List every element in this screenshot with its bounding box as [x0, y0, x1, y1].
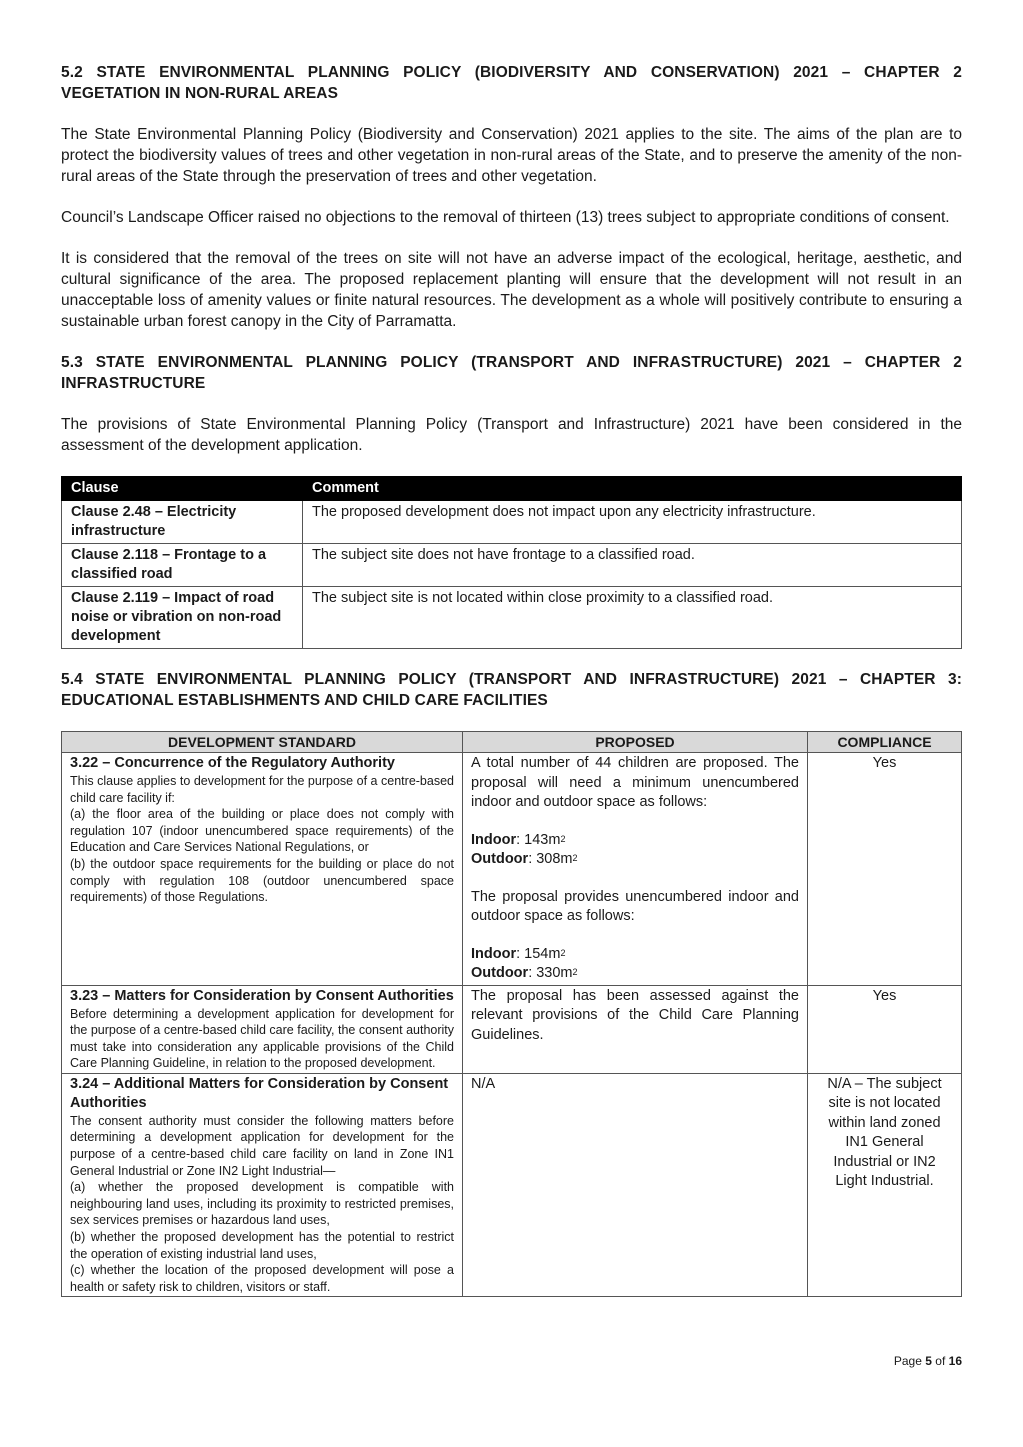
clause-cell: Clause 2.119 – Impact of road noise or vibration on non-road development	[62, 587, 303, 649]
proposed-cell	[463, 753, 808, 986]
standard-item-a: (a) the floor area of the building or place does not comply with regulation 107 (indoor unencumbered space requirements) of the Education and Care Services National Regulations, or	[70, 807, 454, 855]
table-row	[62, 501, 962, 544]
outdoor-provided: Outdoor: $330m^2$	[471, 965, 578, 981]
clause-cell: Clause 2.118 – Frontage to a classified road	[62, 544, 303, 587]
proposed-cell	[463, 985, 808, 1073]
proposed-text: The proposal has been assessed against the relevant provisions of the Child Care Planning Guidelines.	[471, 987, 799, 1043]
standard-item-b: (b) whether the proposed development has the potential to restrict the operation of existing industrial land uses,	[70, 1230, 454, 1261]
table-row	[62, 544, 962, 587]
indoor-provided: Indoor: $154m^2$	[471, 945, 566, 962]
comment-cell: The subject site is not located within close proximity to a classified road.	[303, 587, 962, 649]
proposed-cell	[463, 1073, 808, 1297]
comment-cell: The subject site does not have frontage to a classified road.	[303, 544, 962, 587]
table-row	[62, 753, 962, 986]
standard-cell	[62, 985, 463, 1073]
section-5-4-heading: 5.4 STATE ENVIRONMENTAL PLANNING POLICY (TRANSPORT AND INFRASTRUCTURE) 2021 – CHAPTER 3: EDUCATIONAL ESTABLISHMENTS AND CHILD CARE FACILITIES	[61, 671, 962, 709]
outdoor-required: Outdoor: $308m^2$	[471, 851, 578, 867]
table-row	[62, 587, 962, 649]
standard-cell	[62, 1073, 463, 1297]
section-5-2-paragraph-3: It is considered that the removal of the trees on site will not have an adverse impact of the ecological, heritage, aesthetic, and cultural significance of the area. The proposed replacement planting will ensure that the development will not result in an unacceptable loss of amenity values or finite natural resources. The development as a whole will positively contribute to ensuring a sustainable urban forest canopy in the City of Parramatta.	[61, 250, 962, 330]
standard-text: The consent authority must consider the following matters before determining a development application for development for the purpose of a centre-based child care facility on land in Zone IN1 General Industrial or Zone IN2 Light Industrial—	[70, 1113, 454, 1178]
compliance-cell: Yes	[808, 753, 962, 986]
header-development-standard: DEVELOPMENT STANDARD	[62, 732, 463, 753]
header-compliance: COMPLIANCE	[808, 732, 962, 753]
header-proposed: PROPOSED	[463, 732, 808, 753]
clause-table-header	[62, 477, 962, 501]
standard-item-a: (a) whether the proposed development is compatible with neighbouring land uses, including its proximity to restricted premises, sex services premises or hazardous land uses,	[70, 1180, 454, 1228]
standards-table-header	[62, 732, 962, 753]
standard-title: 3.23 – Matters for Consideration by Consent Authorities	[70, 987, 454, 1004]
proposed-provided-intro: The proposal provides unencumbered indoor and outdoor space as follows:	[471, 888, 799, 924]
standard-text: This clause applies to development for the purpose of a centre-based child care facility if:	[70, 774, 454, 805]
section-5-2-heading: 5.2 STATE ENVIRONMENTAL PLANNING POLICY (BIODIVERSITY AND CONSERVATION) 2021 – CHAPTER 2 VEGETATION IN NON-RURAL AREAS	[61, 64, 962, 102]
section-5-2-paragraph-1: The State Environmental Planning Policy (Biodiversity and Conservation) 2021 applies to the site. The aims of the plan are to protect the biodiversity values of trees and other vegetation in non-rural areas of the State, and to preserve the amenity of the non-rural areas of the State through the preservation of trees and other vegetation.	[61, 126, 962, 185]
section-5-3-heading: 5.3 STATE ENVIRONMENTAL PLANNING POLICY (TRANSPORT AND INFRASTRUCTURE) 2021 – CHAPTER 2 INFRASTRUCTURE	[61, 354, 962, 392]
clause-cell: Clause 2.48 – Electricity infrastructure	[62, 501, 303, 544]
standard-title: 3.22 – Concurrence of the Regulatory Authority	[70, 755, 395, 771]
section-5-2-paragraph-2: Council’s Landscape Officer raised no objections to the removal of thirteen (13) trees subject to appropriate conditions of consent.	[61, 209, 950, 226]
page-number: Page 5 of 16	[893, 1354, 962, 1368]
table-row	[62, 1073, 962, 1297]
standard-item-b: (b) the outdoor space requirements for the building or place do not comply with regulation 108 (outdoor unencumbered space requirements) of those Regulations.	[70, 856, 454, 905]
clause-table	[61, 476, 962, 649]
section-5-3-paragraph-1: The provisions of State Environmental Planning Policy (Transport and Infrastructure) 2021 have been considered in the assessment of the development application.	[61, 416, 962, 454]
proposed-intro: A total number of 44 children are proposed. The proposal will need a minimum unencumbered indoor and outdoor space as follows:	[471, 755, 799, 810]
standards-table	[61, 731, 962, 1297]
header-comment: Comment	[303, 477, 962, 501]
compliance-cell: Yes	[808, 985, 962, 1073]
compliance-cell: N/A – The subject site is not located within land zoned IN1 General Industrial or IN2 Light Industrial.	[808, 1073, 962, 1297]
standard-item-c: (c) whether the location of the proposed development will pose a health or safety risk to children, visitors or staff.	[70, 1263, 454, 1294]
standard-title: 3.24 – Additional Matters for Consideration by Consent Authorities	[70, 1075, 449, 1111]
comment-cell: The proposed development does not impact upon any electricity infrastructure.	[303, 501, 962, 544]
document-page	[61, 62, 962, 1297]
standard-text: Before determining a development application for development for the purpose of a centre-based child care facility, the consent authority must take into consideration any applicable provisions of the Child Care Planning Guideline, in relation to the proposed development.	[70, 1006, 455, 1071]
proposed-text: N/A	[471, 1075, 496, 1092]
standard-cell	[62, 753, 463, 986]
indoor-required: Indoor: $143m^2$	[471, 831, 566, 848]
header-clause: Clause	[62, 477, 303, 501]
table-row	[62, 985, 962, 1073]
